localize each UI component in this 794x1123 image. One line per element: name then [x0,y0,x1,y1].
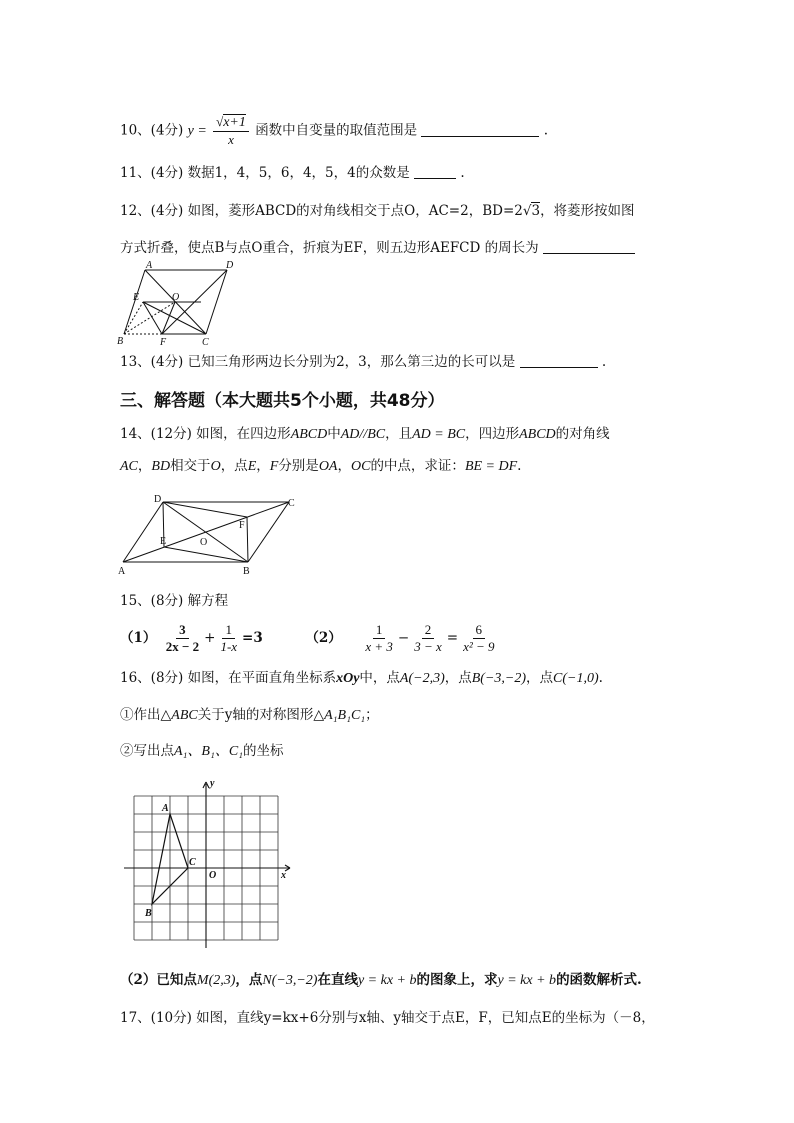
q16-line1-c: ，点 [444,670,472,686]
q10-end: . [543,122,549,139]
question-16-item-2 [120,741,284,762]
q14-segment-df [163,502,247,517]
q14-mid3: ，四边形 [465,426,520,442]
q15-p1-n1: 3 [176,622,189,639]
q16-item1-a: ①作出 [120,707,161,723]
q16-point-a: A(−2,3) [399,671,445,686]
q14-label-b: B [243,566,250,577]
q15-part1-label: （1） [120,630,157,646]
question-17: 17、(10分) 如图，直线y=kx+6分别与x轴、y轴交于点E，F，已知点E的坐标为（－8， [120,1010,655,1026]
q11-answer-blank[interactable] [414,164,456,179]
q15-p2-n2: 2 [422,622,435,639]
q15-p1-d1: 2x − 2 [165,639,200,654]
q15-p1-frac1 [163,622,202,655]
q10-fraction [213,114,249,148]
q16-line-eq: y = kx + b [357,973,417,988]
q15-p2-n3: 6 [473,622,486,639]
q14-bd: BD [151,459,171,474]
q12-line1-end: ，将菱形按如图 [540,203,635,219]
q16-point-c: C(−1,0) [553,671,599,686]
question-14-line-1 [120,424,610,445]
q16-label-y: y [210,778,215,789]
q11-end: . [460,165,465,181]
q15-p2-frac1 [362,622,396,655]
question-15-equations [120,620,500,656]
q16-part2-a: （2）已知点 [120,972,197,988]
q16-item1-b: 关于y轴的对称图形 [197,707,314,723]
q10-text: 函数中自变量的取值范围是 [255,122,418,139]
q12-label-f: F [160,337,167,346]
q16-item1-c: ； [365,707,379,723]
q15-p2-d2: 3 − x [414,639,442,654]
q15-p1-d2: 1-x [220,639,238,654]
q16-line1-e: . [598,670,603,686]
q12-label-e: E [133,292,140,303]
q14-segment-fb [247,517,248,562]
q14-be-equals-df: BE = DF [464,459,518,474]
q16-xoy: xOy [336,671,360,686]
question-16-item-1 [120,705,379,726]
q14-parallelogram-figure [116,492,298,578]
q15-p1-rhs: =3 [242,630,263,646]
q16-label-o: O [209,870,217,881]
q16-point-m: M(2,3) [196,973,236,988]
q14-sep1: ， [137,458,152,474]
q14-label-o: O [200,537,208,548]
q14-ad-parallel-bc: AD//BC [340,427,386,442]
q15-p2-frac2 [411,622,445,655]
q16-part2-d: 的图象上，求 [416,972,498,988]
q16-triangle-a1b1c1: △A₁B₁C₁ [313,708,366,723]
q16-part2-b: ，点 [235,972,263,988]
q14-sep3: ， [337,458,351,474]
q12-line1: 12、(4分) 如图，菱形ABCD的对角线相交于点O，AC=2，BD=2 [120,203,523,219]
question-12-line-2 [120,238,635,258]
q14-label-a: A [118,566,126,577]
q16-line1-b: 中，点 [359,670,400,686]
question-16-part-2 [120,970,642,991]
q11-text: 11、(4分) 数据1，4，5，6，4，5，4的众数是 [120,165,410,181]
q14-end: . [517,458,522,474]
q14-f: F [269,459,279,474]
q12-answer-blank[interactable] [543,239,635,254]
q10-prefix: 10、(4分) [120,122,184,139]
question-10 [120,114,548,148]
q15-p2-frac3 [460,622,497,655]
q12-label-a: A [146,260,153,271]
q13-text: 13、(4分) 已知三角形两边长分别为2，3，那么第三边的长可以是 [120,354,516,370]
q15-part2-label: （2） [305,630,342,646]
q15-p1-n2: 1 [222,622,235,639]
q12-sqrt-content: 3 [531,203,541,219]
q12-sqrt: √3 [522,203,541,219]
q14-ad-equals-bc: AD = BC [412,427,466,442]
q15-p2-n1: 1 [373,622,386,639]
q14-edge-cb [248,502,289,562]
question-16-line-1 [120,668,603,689]
question-15-title: 15、(8分) 解方程 [120,593,229,609]
q16-item2-a: ②写出点 [120,743,174,759]
q12-line2: 方式折叠，使点B与点O重合，折痕为EF，则五边形AEFCD 的周长为 [120,240,539,256]
q16-label-x: x [281,870,286,881]
q16-part2-c: 在直线 [317,972,358,988]
q16-point-n: N(−3,−2) [262,973,318,988]
q10-numerator: √x+1 [213,114,249,132]
question-11 [120,163,465,183]
question-13 [120,352,606,372]
section-3-title: 三、解答题（本大题共5个小题，共48分） [120,391,445,411]
q15-p2-d1: x + 3 [365,639,393,654]
q14-edge-da [123,502,163,562]
q14-label-e: E [160,536,167,547]
q14-oa: OA [318,459,338,474]
q12-label-c: C [202,337,209,346]
q12-label-d: D [226,260,234,271]
q15-p1-frac2 [217,622,240,655]
q16-item2-b: 的坐标 [243,743,284,759]
q14-label-f: F [239,520,245,531]
q16-coordinate-grid [120,778,296,950]
q14-mid8: 的中点，求证： [370,458,465,474]
q14-mid6: ，点 [220,458,248,474]
q16-line-eq-2: y = kx + b [497,973,557,988]
q16-label-a: A [162,803,169,814]
q14-ac: AC [120,459,138,474]
q14-label-c: C [288,498,295,509]
q16-triangle-abc: △ABC [160,708,198,723]
q15-p2-eq: = [446,630,459,646]
q12-rhombus-figure [116,260,244,346]
q16-label-c: C [189,857,196,868]
q14-abcd-2: ABCD [519,427,556,442]
question-14-line-2 [120,456,521,477]
q14-e: E [247,459,257,474]
q14-mid2: ，且 [385,426,413,442]
q12-edge-dc [206,270,227,334]
q13-end: . [601,354,607,370]
q13-answer-blank[interactable] [520,353,598,368]
q16-points-a1b1c1: A₁、B₁、C₁ [174,744,244,759]
q14-mid5: 相交于 [170,458,211,474]
q14-segment-eb [164,547,248,562]
q15-p2-d3: x² − 9 [463,639,495,654]
q14-abcd: ABCD [290,427,328,442]
q12-segment-of [162,302,175,334]
q15-p1-plus: + [204,630,216,646]
q12-label-o: O [172,292,180,303]
q16-label-b: B [145,908,152,919]
q14-oc: OC [350,459,371,474]
q14-label-d: D [154,494,162,505]
q10-sqrt-content: x+1 [223,115,246,130]
q14-mid4: 的对角线 [555,426,610,442]
q12-dash-be [124,302,143,334]
q14-mid7: 分别是 [278,458,319,474]
q14-prefix: 14、(12分) 如图，在四边形 [120,426,291,442]
q15-p2-minus: − [397,630,410,646]
q16-part2-e: 的函数解析式. [556,972,642,988]
q16-point-b: B(−3,−2) [471,671,527,686]
q12-label-b: B [117,336,124,346]
q16-line1-d: ，点 [526,670,554,686]
question-12-line-1 [120,201,635,221]
q10-answer-blank[interactable] [421,122,539,137]
q14-diagonal-bd [163,502,248,562]
q10-denominator: x [228,132,234,147]
q14-o: O [210,459,221,474]
q10-formula-y: y = [187,123,207,139]
q16-line1-a: 16、(8分) 如图，在平面直角坐标系 [120,670,337,686]
q14-mid1: 中 [327,426,341,442]
q14-sep2: ， [256,458,270,474]
